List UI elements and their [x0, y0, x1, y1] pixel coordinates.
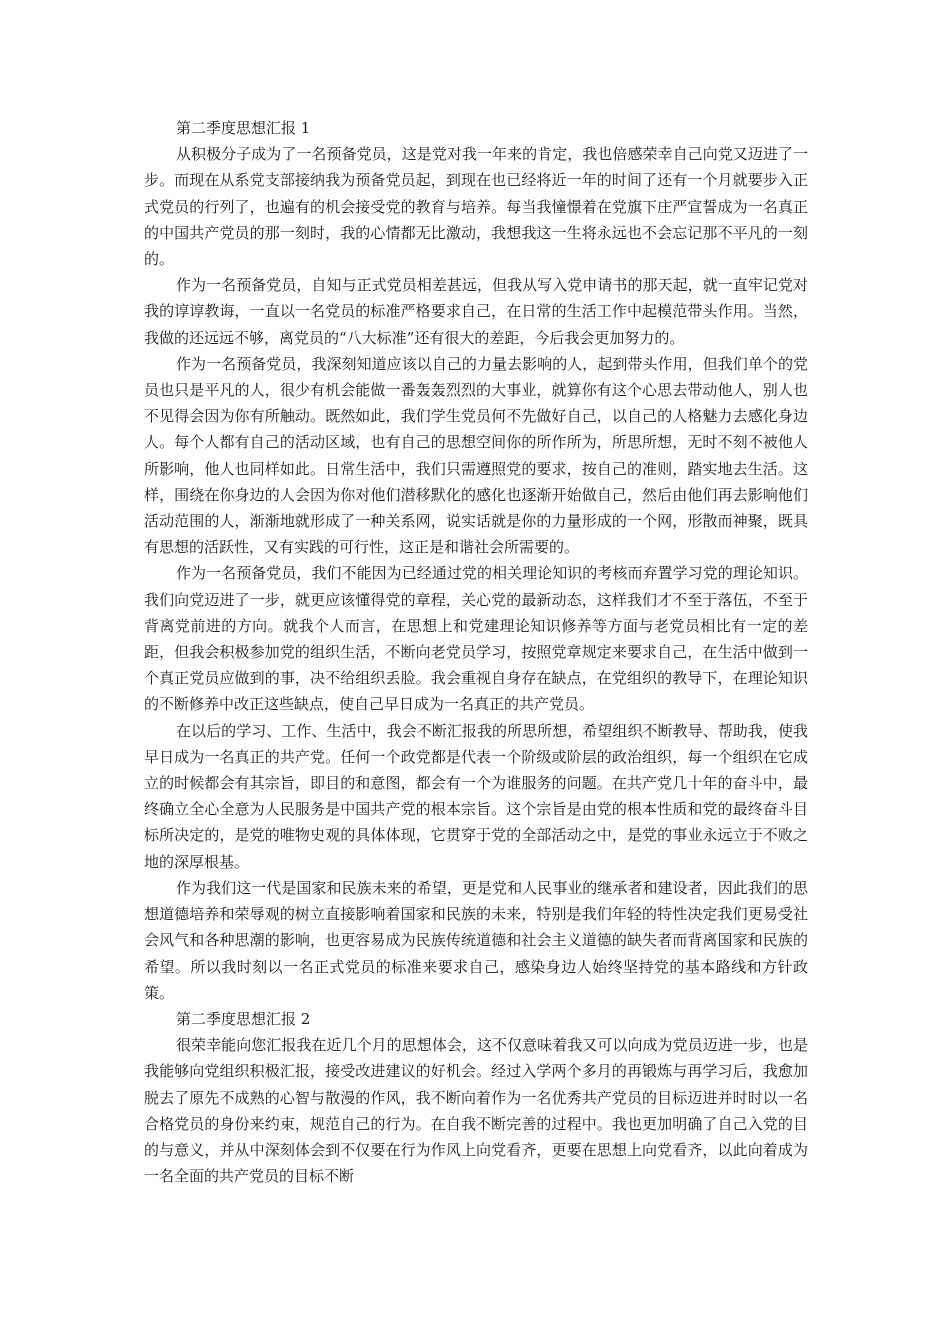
- paragraph: 作为一名预备党员，我深刻知道应该以自己的力量去影响的人，起到带头作用，但我们单个的党员也只是平凡的人，很少有机会能做一番轰轰烈烈的大事业，就算你有这个心思去带动他人，别人也不见得会因为你有所触动。既然如此，我们学生党员何不先做好自己，以自己的人格魅力去感化身边人。每个人都有自己的活动区域，也有自己的思想空间你的所作所为，所思所想，无时不刻不被他人所影响，他人也同样如此。日常生活中，我们只需遵照党的要求，按自己的准则，踏实地去生活。这样，围绕在你身边的人会因为你对他们潜移默化的感化也逐渐开始做自己，然后由他们再去影响他们活动范围的人，渐渐地就形成了一种关系网，说实话就是你的力量形成的一个网，形散而神聚，既具有思想的活跃性，又有实践的可行性，这正是和谐社会所需要的。: [144, 354, 808, 557]
- paragraph: 作为我们这一代是国家和民族未来的希望，更是党和人民事业的继承者和建设者，因此我们的思想道德培养和荣辱观的树立直接影响着国家和民族的未来，特别是我们年轻的特性决定我们更易受社会风气和各种思潮的影响，也更容易成为民族传统道德和社会主义道德的缺失者而背离国家和民族的希望。所以我时刻以一名正式党员的标准来要求自己，感染身边人始终坚持党的基本路线和方针政策。: [144, 878, 808, 1002]
- paragraph: 作为一名预备党员，自知与正式党员相差甚远，但我从写入党申请书的那天起，就一直牢记党对我的谆谆教诲，一直以一名党员的标准严格要求自己，在日常的生活工作中起模范带头作用。当然，我做的还远远不够，离党员的“八大标准”还有很大的差距，今后我会更加努力的。: [144, 276, 808, 347]
- section-heading: 第二季度思想汇报 1: [176, 119, 311, 137]
- paragraph: 从积极分子成为了一名预备党员，这是党对我一年来的肯定，我也倍感荣幸自己向党又迈进了一步。而现在从系党支部接纳我为预备党员起，到现在也已经将近一年的时间了还有一个月就要步入正式党员的行列了，也遍有的机会接受党的教育与培养。每当我憧憬着在党旗下庄严宣誓成为一名真正的中国共产党员的那一刻时，我的心情都无比激动，我想我这一生将永远也不会忘记那不平凡的一刻的。: [144, 145, 808, 269]
- section-heading: 第二季度思想汇报 2: [176, 1009, 311, 1028]
- paragraph: 很荣幸能向您汇报我在近几个月的思想体会，这不仅意味着我又可以向成为党员迈进一步，也是我能够向党组织积极汇报，接受改进建议的好机会。经过入学两个多月的再锻炼与再学习后，我愈加脱去了原先不成熟的心智与散漫的作风，我不断向着作为一名优秀共产党员的目标迈进并时时以一名合格党员的身份来约束，规范自己的行为。在自我不断完善的过程中。我也更加明确了自己入党的目的与意义，并从中深刻体会到不仅要在行为作风上向党看齐，更要在思想上向党看齐，以此向着成为一名全面的共产党员的目标不断: [144, 1036, 808, 1186]
- report-section-1: [144, 115, 808, 1006]
- report-section-2: [144, 1006, 808, 1189]
- paragraph: 在以后的学习、工作、生活中，我会不断汇报我的所思所想，希望组织不断教导、帮助我，使我早日成为一名真正的共产党。任何一个政党都是代表一个阶级或阶层的政治组织，每一个组织在它成立的时候都会有其宗旨，即目的和意图，都会有一个为谁服务的问题。在共产党几十年的奋斗中，最终确立全心全意为人民服务是中国共产党的根本宗旨。这个宗旨是由党的根本性质和党的最终奋斗目标所决定的，是党的唯物史观的具体体现，它贯穿于党的全部活动之中，是党的事业永远立于不败之地的深厚根基。: [144, 721, 808, 871]
- document-page: [144, 115, 808, 1189]
- paragraph: 作为一名预备党员，我们不能因为已经通过党的相关理论知识的考核而弃置学习党的理论知识。我们向党迈进了一步，就更应该懂得党的章程，关心党的最新动态，这样我们才不至于落伍，不至于背离党前进的方向。就我个人而言，在思想上和党建理论知识修养等方面与老党员相比有一定的差距，但我会积极参加党的组织生活，不断向老党员学习，按照党章规定来要求自己，在生活中做到一个真正党员应做到的事，决不给组织丢脸。我会重视自身存在缺点，在党组织的教导下，在理论知识的不断修养中改正这些缺点，使自己早日成为一名真正的共产党员。: [144, 564, 808, 714]
